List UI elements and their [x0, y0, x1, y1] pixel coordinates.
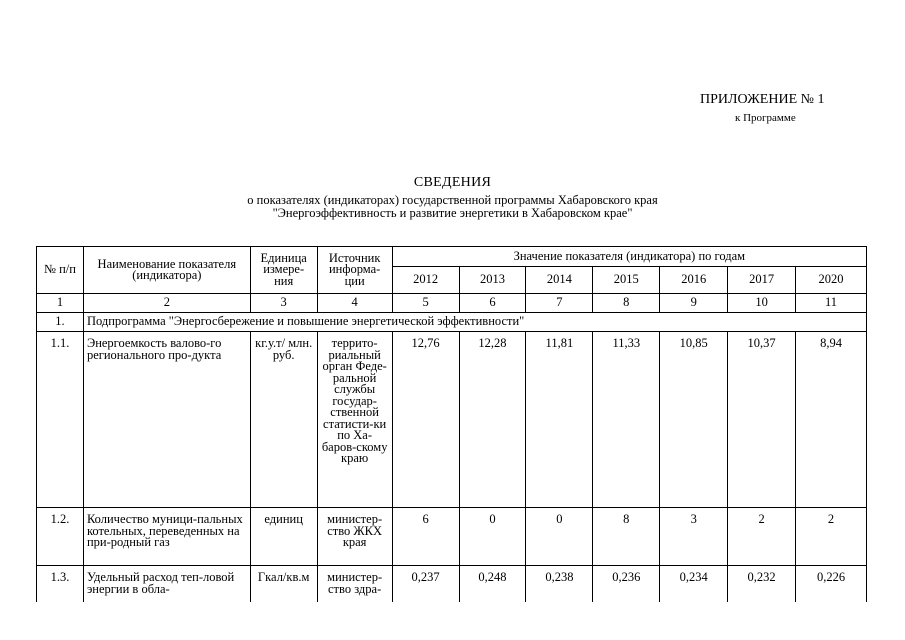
row-num: 1.2.	[37, 508, 84, 566]
row-value: 11,81	[526, 332, 593, 508]
row-value: 3	[660, 508, 728, 566]
col-number: 11	[796, 294, 867, 313]
row-value: 10,37	[728, 332, 796, 508]
row-num: 1.3.	[37, 566, 84, 606]
section-num: 1.	[37, 313, 84, 332]
row-value: 0	[526, 508, 593, 566]
table-row	[37, 566, 867, 606]
row-value: 2	[728, 508, 796, 566]
row-value: 0	[459, 508, 526, 566]
row-unit: Гкал/кв.м	[250, 566, 317, 606]
row-value: 0,226	[796, 566, 867, 606]
table-row	[37, 332, 867, 508]
column-numbers-row	[37, 294, 867, 313]
document-subtitle-line1: о показателях (индикаторах) государственной программы Хабаровского края	[247, 193, 658, 207]
row-value: 8,94	[796, 332, 867, 508]
document-title: СВЕДЕНИЯ	[413, 175, 492, 190]
row-value: 0,248	[459, 566, 526, 606]
row-value: 2	[796, 508, 867, 566]
col-number: 9	[660, 294, 728, 313]
page-bottom-margin	[0, 602, 905, 640]
header-year: 2016	[660, 267, 728, 294]
header-year: 2013	[459, 267, 526, 294]
header-row-1	[37, 247, 867, 267]
row-name: Количество муници-пальных котельных, переведенных на при-родный газ	[83, 508, 250, 566]
header-year: 2020	[796, 267, 867, 294]
table-row	[37, 508, 867, 566]
header-name: Наименование показателя (индикатора)	[83, 247, 250, 294]
row-name: Энергоемкость валово-го регионального про-дукта	[83, 332, 250, 508]
header-unit: Единица измере-ния	[250, 247, 317, 294]
appendix-subtitle: к Программе	[735, 112, 796, 124]
col-number: 8	[593, 294, 660, 313]
row-value: 12,76	[392, 332, 459, 508]
section-title: Подпрограмма "Энергосбережение и повышение энергетической эффективности"	[83, 313, 866, 332]
col-number: 3	[250, 294, 317, 313]
col-number: 7	[526, 294, 593, 313]
row-value: 0,234	[660, 566, 728, 606]
row-source: министер-ство ЖКХ края	[317, 508, 392, 566]
col-number: 2	[83, 294, 250, 313]
col-number: 6	[459, 294, 526, 313]
header-year: 2015	[593, 267, 660, 294]
col-number: 10	[728, 294, 796, 313]
col-number: 1	[37, 294, 84, 313]
header-values: Значение показателя (индикатора) по годам	[392, 247, 866, 267]
col-number: 4	[317, 294, 392, 313]
col-number: 5	[392, 294, 459, 313]
header-year: 2014	[526, 267, 593, 294]
section-row	[37, 313, 867, 332]
row-value: 11,33	[593, 332, 660, 508]
row-value: 0,237	[392, 566, 459, 606]
row-num: 1.1.	[37, 332, 84, 508]
row-value: 6	[392, 508, 459, 566]
header-year: 2012	[392, 267, 459, 294]
row-source: террито-риальный орган Феде-ральной службы государ-ственной статисти-ки по Ха-баров-скому краю	[317, 332, 392, 508]
header-year: 2017	[728, 267, 796, 294]
header-source: Источник информа-ции	[317, 247, 392, 294]
row-value: 10,85	[660, 332, 728, 508]
appendix-title: ПРИЛОЖЕНИЕ № 1	[700, 92, 825, 107]
row-name: Удельный расход теп-ловой энергии в обла-	[83, 566, 250, 606]
document-subtitle-line2: "Энергоэффективность и развитие энергетики в Хабаровском крае"	[272, 206, 633, 220]
header-num: № п/п	[37, 247, 84, 294]
row-value: 0,238	[526, 566, 593, 606]
indicators-table	[36, 246, 867, 606]
row-value: 0,236	[593, 566, 660, 606]
row-unit: кг.у.т/ млн. руб.	[250, 332, 317, 508]
row-unit: единиц	[250, 508, 317, 566]
row-value: 0,232	[728, 566, 796, 606]
row-source: министер-ство здра-	[317, 566, 392, 606]
row-value: 12,28	[459, 332, 526, 508]
row-value: 8	[593, 508, 660, 566]
